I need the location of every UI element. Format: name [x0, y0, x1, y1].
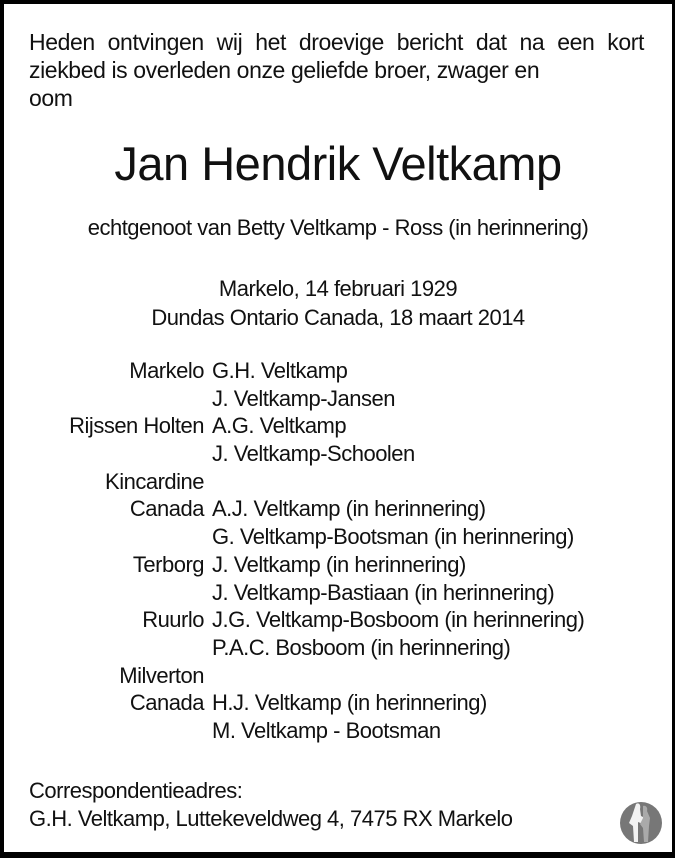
correspondence-label: Correspondentieadres:	[29, 778, 243, 803]
family-person: J. Veltkamp-Jansen	[212, 385, 395, 411]
family-person: J. Veltkamp-Bastiaan (in herinnering)	[212, 579, 555, 605]
deceased-name: Jan Hendrik Veltkamp	[114, 137, 562, 190]
family-row	[4, 689, 672, 717]
family-row	[4, 440, 672, 468]
family-place	[4, 523, 212, 551]
family-person: J. Veltkamp-Schoolen	[212, 441, 415, 467]
correspondence-block	[29, 777, 512, 833]
spouse-line: echtgenoot van Betty Veltkamp - Ross (in herinnering)	[87, 215, 589, 240]
family-row	[4, 412, 672, 440]
family-place	[4, 385, 212, 413]
family-row	[4, 662, 672, 690]
family-place	[4, 634, 212, 662]
family-person: A.J. Veltkamp (in herinnering)	[212, 496, 486, 522]
family-row	[4, 495, 672, 523]
dates-block	[4, 274, 672, 332]
family-place: Rijssen Holten	[69, 413, 204, 439]
family-place: Milverton	[119, 662, 204, 688]
correspondence-address: G.H. Veltkamp, Luttekeveldweg 4, 7475 RX Markelo	[29, 806, 513, 831]
family-person: G. Veltkamp-Bootsman (in herinnering)	[212, 524, 574, 550]
family-place	[4, 579, 212, 607]
death-line: Dundas Ontario Canada, 18 maart 2014	[151, 305, 525, 330]
family-person: P.A.C. Bosboom (in herinnering)	[212, 634, 511, 660]
family-row	[4, 606, 672, 634]
birth-line: Markelo, 14 februari 1929	[218, 276, 458, 301]
family-place: Terborg	[132, 551, 204, 577]
family-row	[4, 579, 672, 607]
family-row	[4, 468, 672, 496]
family-person: J. Veltkamp (in herinnering)	[212, 551, 466, 577]
family-place	[4, 440, 212, 468]
family-place: Canada	[129, 496, 204, 522]
intro-last-word: oom	[29, 85, 73, 111]
family-row	[4, 523, 672, 551]
family-row	[4, 357, 672, 385]
family-place: Canada	[129, 690, 204, 716]
obituary-card	[4, 4, 672, 852]
intro-body: Heden ontvingen wij het droevige bericht dat na een kort ziekbed is overleden onze geliefde broer, zwager en	[29, 29, 644, 83]
family-person: G.H. Veltkamp	[212, 358, 348, 383]
family-place: Ruurlo	[142, 607, 204, 633]
family-person: M. Veltkamp - Bootsman	[212, 717, 441, 743]
family-person: J.G. Veltkamp-Bosboom (in herinnering)	[212, 607, 585, 633]
family-place: Markelo	[129, 358, 204, 383]
family-row	[4, 551, 672, 579]
family-list	[4, 357, 672, 745]
family-row	[4, 634, 672, 662]
family-place	[4, 717, 212, 745]
family-person: H.J. Veltkamp (in herinnering)	[212, 690, 487, 716]
family-person: A.G. Veltkamp	[212, 413, 347, 439]
embracing-figures-logo-icon	[616, 796, 666, 846]
intro-text	[29, 28, 644, 112]
family-row	[4, 385, 672, 413]
family-place: Kincardine	[105, 468, 204, 494]
family-row	[4, 717, 672, 745]
